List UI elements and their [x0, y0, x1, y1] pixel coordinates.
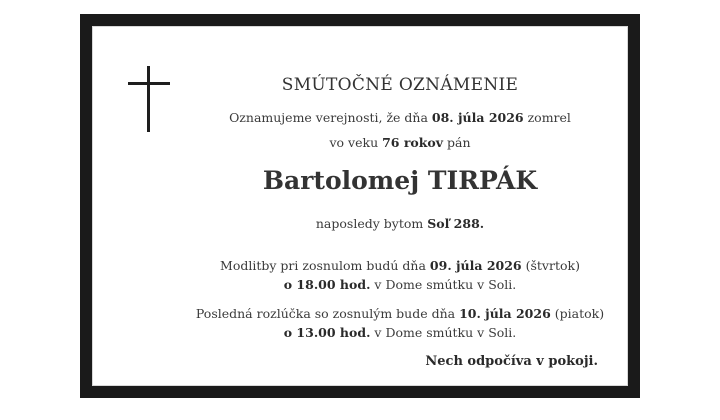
notice-title: SMÚTOČNÉ OZNÁMENIE: [281, 75, 519, 95]
deceased-name: Bartolomej TIRPÁK: [262, 166, 538, 195]
address-line: naposledy bytom Soľ 288.: [315, 216, 485, 231]
notice-border: [80, 14, 640, 398]
farewell-time: o 13.00 hod.: [283, 325, 371, 340]
prayers-date: 09. júla 2026: [429, 258, 522, 273]
latin-cross-icon: [128, 66, 170, 132]
farewell-time-line: o 13.00 hod. v Dome smútku v Soli.: [283, 325, 517, 340]
prayers-time: o 18.00 hod.: [283, 277, 371, 292]
age-line: vo veku 76 rokov pán: [329, 135, 471, 150]
closing-line: Nech odpočíva v pokoji.: [425, 354, 598, 369]
prayers-time-line: o 18.00 hod. v Dome smútku v Soli.: [283, 277, 517, 292]
farewell-date: 10. júla 2026: [459, 306, 551, 321]
death-date: 08. júla 2026: [431, 110, 524, 125]
address-value: Soľ 288.: [427, 216, 485, 231]
farewell-line: Posledná rozlúčka so zosnulým bude dňa 10. júla 2026 (piatok): [195, 306, 605, 321]
death-announcement-line: Oznamujeme verejnosti, že dňa 08. júla 2026 zomrel: [229, 110, 571, 125]
notice-card: [92, 26, 628, 386]
prayers-line: Modlitby pri zosnulom budú dňa 09. júla 2026 (štvrtok): [220, 258, 580, 273]
age-value: 76 rokov: [382, 135, 444, 150]
